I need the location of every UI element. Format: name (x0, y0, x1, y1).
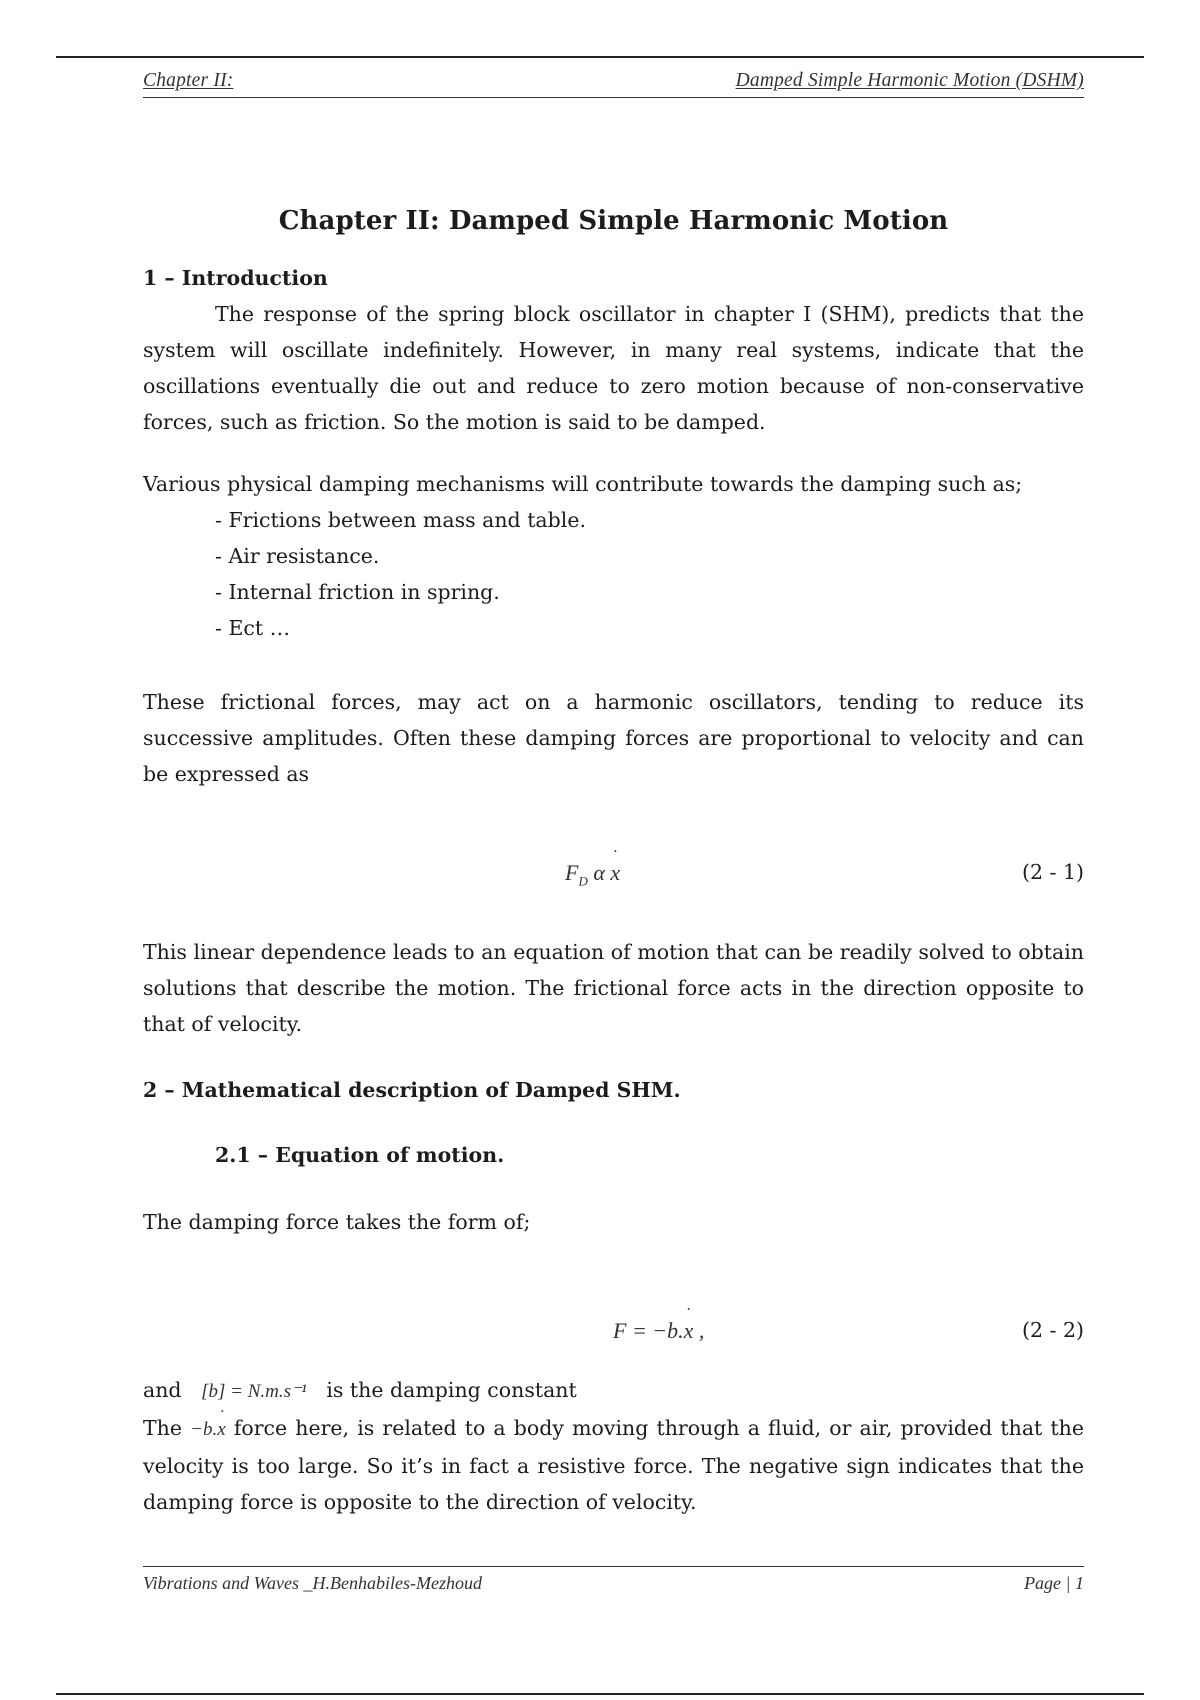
header-left: Chapter II: (143, 70, 234, 91)
damping-constant-section (143, 1372, 1084, 1520)
footer-page-number: Page | 1 (1024, 1573, 1084, 1593)
header-right: Damped Simple Harmonic Motion (DSHM) (735, 70, 1084, 91)
introduction-section (143, 260, 1084, 440)
intro-heading: 1 – Introduction (143, 266, 328, 290)
math-heading: 2 – Mathematical description of Damped SHM. (143, 1078, 681, 1102)
top-border-rule (56, 56, 1144, 58)
equation-2-1 (143, 860, 1084, 896)
damping-form-paragraph: The damping force takes the form of; (143, 1210, 531, 1234)
page-footer (143, 1566, 1084, 1594)
math-description-section (143, 1072, 1084, 1108)
list-item: - Internal friction in spring. (215, 574, 1084, 610)
damping-form-section (143, 1204, 1084, 1240)
running-header (143, 70, 1084, 98)
intro-paragraph: The response of the spring block oscillator in chapter I (SHM), predicts that the system will oscillate indefinitely. However, in many real systems, indicate that the oscillations eventually die out and reduce to zero motion because of non-conservative forces, such as friction. So the motion is said to be damped. (143, 302, 1084, 434)
list-item: - Frictions between mass and table. (215, 502, 1084, 538)
mechanisms-section (143, 466, 1084, 646)
equation-2-2 (143, 1318, 1084, 1354)
damping-constant-line: and [b] = N.m.s⁻¹ is the damping constant (143, 1378, 577, 1402)
list-item: - Ect … (215, 610, 1084, 646)
equation-of-motion-subsection (143, 1137, 1084, 1173)
linear-paragraph: This linear dependence leads to an equation of motion that can be readily solved to obtain solutions that describe the motion. The frictional force acts in the direction opposite to that of velocity. (143, 940, 1084, 1036)
bottom-border-rule (56, 1693, 1144, 1695)
mechanisms-paragraph: Various physical damping mechanisms will contribute towards the damping such as; (143, 472, 1023, 496)
equation-formula: F = −b.x ˙ , (613, 1318, 704, 1344)
mechanisms-list (143, 502, 1084, 646)
chapter-title: Chapter II: Damped Simple Harmonic Motion (278, 206, 949, 236)
page-body (143, 70, 1084, 1514)
equation-number: (2 - 2) (1021, 1318, 1084, 1342)
unit-math: [b] = N.m.s⁻¹ (201, 1381, 307, 1402)
list-item: - Air resistance. (215, 538, 1084, 574)
resistive-paragraph: The −b.x ˙ force here, is related to a body moving through a fluid, or air, provided that the velocity is too large. So it’s in fact a resistive force. The negative sign indicates that the damping force is opposite to the direction of velocity. (143, 1410, 1084, 1520)
eom-heading: 2.1 – Equation of motion. (215, 1143, 505, 1167)
inline-math: −b.x ˙ (190, 1419, 226, 1440)
equation-formula: $F_D$ α x ˙ (565, 860, 620, 889)
frictional-section (143, 684, 1084, 792)
frictional-paragraph: These frictional forces, may act on a harmonic oscillators, tending to reduce its successive amplitudes. Often these damping forces are proportional to velocity and can be expressed as (143, 690, 1084, 786)
footer-left: Vibrations and Waves _H.Benhabiles-Mezhoud (143, 1573, 482, 1593)
linear-section (143, 934, 1084, 1042)
equation-number: (2 - 1) (1021, 860, 1084, 884)
